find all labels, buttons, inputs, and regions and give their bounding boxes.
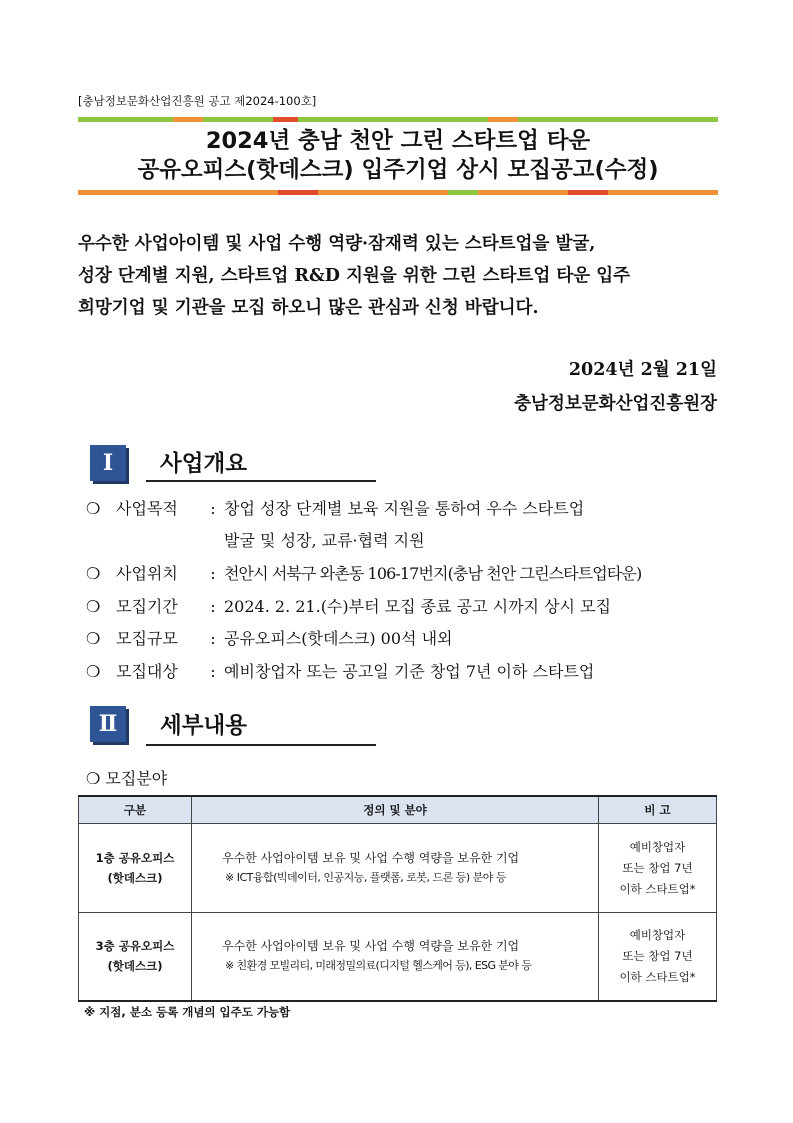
cell-text: 우수한 사업아이템 보유 및 사업 수행 역량을 보유한 기업 (222, 939, 520, 954)
cell-text: 이하 스타트업* (619, 969, 696, 984)
top-accent-bar (78, 117, 718, 122)
subheading-recruit-field: ❍ 모집분야 (86, 769, 168, 788)
list-item (86, 659, 594, 682)
item-label: 모집대상 (116, 662, 178, 681)
list-item-continued (224, 528, 425, 551)
item-colon: : (210, 564, 216, 583)
page-title-line2: 공유오피스(핫데스크) 입주기업 상시 모집공고(수정) (137, 157, 659, 183)
table-row (79, 824, 717, 913)
item-text: 예비창업자 또는 공고일 기준 창업 7년 이하 스타트업 (224, 662, 595, 681)
table-cell-category (79, 824, 192, 913)
bullet-circle-icon: ❍ (86, 629, 101, 648)
section-number-badge: Ⅱ (90, 706, 126, 742)
cell-text: 예비창업자 (629, 927, 686, 942)
table-cell-note (599, 913, 717, 1001)
item-colon: : (210, 662, 216, 681)
issue-date: 2024년 2월 21일 (568, 360, 717, 380)
cell-text: 우수한 사업아이템 보유 및 사업 수행 역량을 보유한 기업 (222, 851, 520, 865)
table-header: 정의 및 분야 (192, 796, 599, 824)
cell-text: 또는 창업 7년 (622, 948, 693, 963)
cell-text: 또는 창업 7년 (622, 860, 693, 875)
item-label: 사업목적 (116, 499, 178, 518)
bullet-circle-icon: ❍ (86, 499, 101, 518)
notice-number: [충남정보문화산업진흥원 공고 제2024-100호] (78, 94, 317, 108)
item-text: 천안시 서북구 와촌동 106-17번지(충남 천안 그린스타트업타운) (224, 564, 642, 583)
item-colon: : (210, 629, 216, 648)
table-header: 비 고 (599, 796, 717, 824)
section-title: 세부내용 (160, 713, 247, 739)
item-text: 발굴 및 성장, 교류·협력 지원 (224, 531, 425, 550)
intro-line: 희망기업 및 기관을 모집 하오니 많은 관심과 신청 바랍니다. (78, 298, 539, 318)
cell-text: 이하 스타트업* (619, 881, 696, 896)
list-item (86, 561, 641, 584)
item-text: 창업 성장 단계별 보육 지원을 통하여 우수 스타트업 (224, 499, 585, 518)
bottom-accent-bar (78, 190, 718, 195)
cell-text: (핫데스크) (107, 959, 163, 974)
cell-text: ※ 친환경 모빌리티, 미래정밀의료(디지털 헬스케어 등), ESG 분야 등 (225, 959, 532, 973)
cell-text: 3층 공유오피스 (95, 939, 175, 954)
item-label: 모집규모 (116, 629, 178, 648)
bullet-circle-icon: ❍ (86, 564, 101, 583)
bullet-circle-icon: ❍ (86, 662, 101, 681)
section-title: 사업개요 (160, 451, 247, 477)
cell-text: ※ ICT융합(빅데이터, 인공지능, 플랫폼, 로봇, 드론 등) 분야 등 (225, 871, 507, 884)
section-underline (146, 744, 376, 746)
item-label: 사업위치 (116, 564, 178, 583)
item-text: 공유오피스(핫데스크) 00석 내외 (224, 629, 453, 648)
intro-paragraph (78, 228, 718, 324)
cell-text: (핫데스크) (107, 871, 163, 885)
table-header: 구분 (79, 796, 192, 824)
issuing-organization: 충남정보문화산업진흥원장 (514, 394, 717, 414)
list-item (86, 594, 611, 617)
table-header-row (79, 796, 717, 824)
table-footnote: ※ 지점, 분소 등록 개념의 입주도 가능함 (84, 1005, 291, 1019)
item-colon: : (210, 597, 216, 616)
list-item (86, 496, 584, 519)
item-colon: : (210, 499, 216, 518)
intro-line: 성장 단계별 지원, 스타트업 R&D 지원을 위한 그린 스타트업 타운 입주 (78, 266, 631, 286)
recruit-field-table (78, 795, 717, 1002)
page-title-line1: 2024년 충남 천안 그린 스타트업 타운 (205, 128, 591, 154)
cell-text: 1층 공유오피스 (95, 851, 175, 865)
table-cell-note (599, 824, 717, 913)
section-underline (146, 480, 376, 482)
item-label: 모집기간 (116, 597, 178, 616)
item-text: 2024. 2. 21.(수)부터 모집 종료 공고 시까지 상시 모집 (224, 597, 611, 616)
section-number-badge: Ⅰ (90, 445, 126, 481)
table-cell-definition (192, 824, 599, 913)
table-cell-definition (192, 913, 599, 1001)
cell-text: 예비창업자 (629, 839, 686, 854)
table-cell-category (79, 913, 192, 1001)
bullet-circle-icon: ❍ (86, 597, 101, 616)
table-row (79, 913, 717, 1001)
list-item (86, 626, 453, 649)
intro-line: 우수한 사업아이템 및 사업 수행 역량·잠재력 있는 스타트업을 발굴, (78, 234, 596, 254)
